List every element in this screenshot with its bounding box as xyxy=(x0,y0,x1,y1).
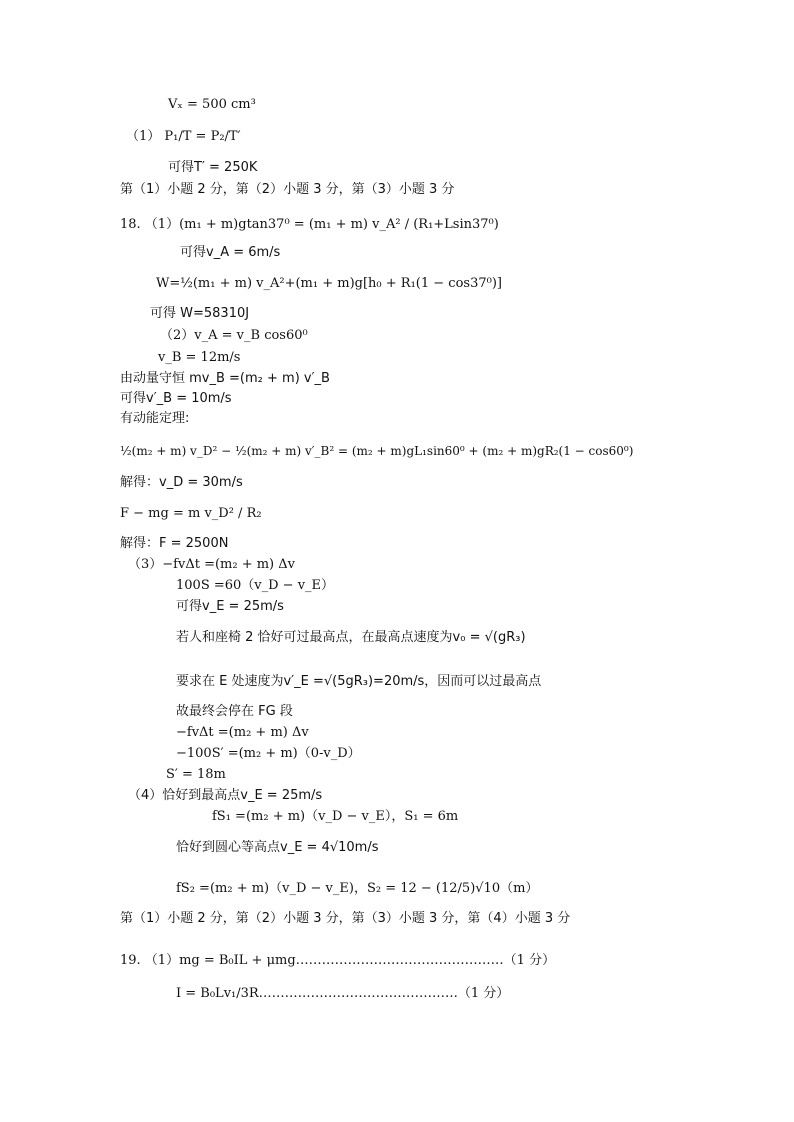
line-16: F − mg = m v_D² / R₂ xyxy=(120,506,262,521)
line-03: 可得T′ = 250K xyxy=(168,160,258,175)
line-01: Vₓ = 500 cm³ xyxy=(168,97,256,112)
score-note-18: 第（1）小题 2 分，第（2）小题 3 分，第（3）小题 3 分，第（4）小题 3 分 xyxy=(120,911,571,926)
line-11: 由动量守恒 mv_B =(m₂ + m) v′_B xyxy=(120,371,330,386)
line-14: ½(m₂ + m) v_D² − ½(m₂ + m) v′_B² = (m₂ + m)gL₁sin60⁰ + (m₂ + m)gR₂(1 − cos60⁰) xyxy=(120,444,634,458)
line-33: I = B₀Lv₁/3R……………………………………….（1 分） xyxy=(176,986,510,1001)
line-28: fS₁ =(m₂ + m)（v_D − v_E），S₁ = 6m xyxy=(212,809,459,824)
line-08: 可得 W=58310J xyxy=(150,306,250,321)
line-19: 100S =60（v_D − v_E） xyxy=(176,578,335,593)
line-21: 若人和座椅 2 恰好可过最高点，在最高点速度为v₀ = √(gR₃) xyxy=(176,630,526,645)
line-25: −100S′ =(m₂ + m)（0-v_D） xyxy=(176,746,361,761)
line-24: −fvΔt =(m₂ + m) Δv xyxy=(176,725,309,740)
line-12: 可得v′_B = 10m/s xyxy=(120,391,232,406)
line-32: 19. （1）mg = B₀IL + μmg…………………………………………（1 分） xyxy=(120,953,556,968)
score-note-17: 第（1）小题 2 分，第（2）小题 3 分，第（3）小题 3 分 xyxy=(120,182,455,197)
line-15: 解得：v_D = 30m/s xyxy=(120,475,243,490)
line-27: （4）恰好到最高点v_E = 25m/s xyxy=(128,788,323,803)
line-05: 18. （1）(m₁ + m)gtan37⁰ = (m₁ + m) v_A² / (R₁+Lsin37⁰) xyxy=(120,217,499,232)
line-22: 要求在 E 处速度为v′_E =√(5gR₃)=20m/s，因而可以过最高点 xyxy=(176,674,542,689)
line-26: S′ = 18m xyxy=(166,767,226,782)
line-02: （1） P₁/T = P₂/T′ xyxy=(126,129,241,144)
line-13: 有动能定理: xyxy=(120,411,190,426)
line-18: （3）−fvΔt =(m₂ + m) Δv xyxy=(128,557,295,572)
line-29: 恰好到圆心等高点v_E = 4√10m/s xyxy=(176,840,379,855)
line-20: 可得v_E = 25m/s xyxy=(176,599,284,614)
line-23: 故最终会停在 FG 段 xyxy=(176,704,293,719)
line-06: 可得v_A = 6m/s xyxy=(180,245,281,260)
line-17: 解得：F = 2500N xyxy=(120,536,229,551)
line-10: v_B = 12m/s xyxy=(158,350,241,365)
line-07: W=½(m₁ + m) v_A²+(m₁ + m)g[h₀ + R₁(1 − cos37⁰)] xyxy=(156,276,502,291)
line-30: fS₂ =(m₂ + m)（v_D − v_E)，S₂ = 12 − (12/5)√10（m） xyxy=(176,881,539,896)
line-09: （2）v_A = v_B cos60⁰ xyxy=(160,328,308,343)
